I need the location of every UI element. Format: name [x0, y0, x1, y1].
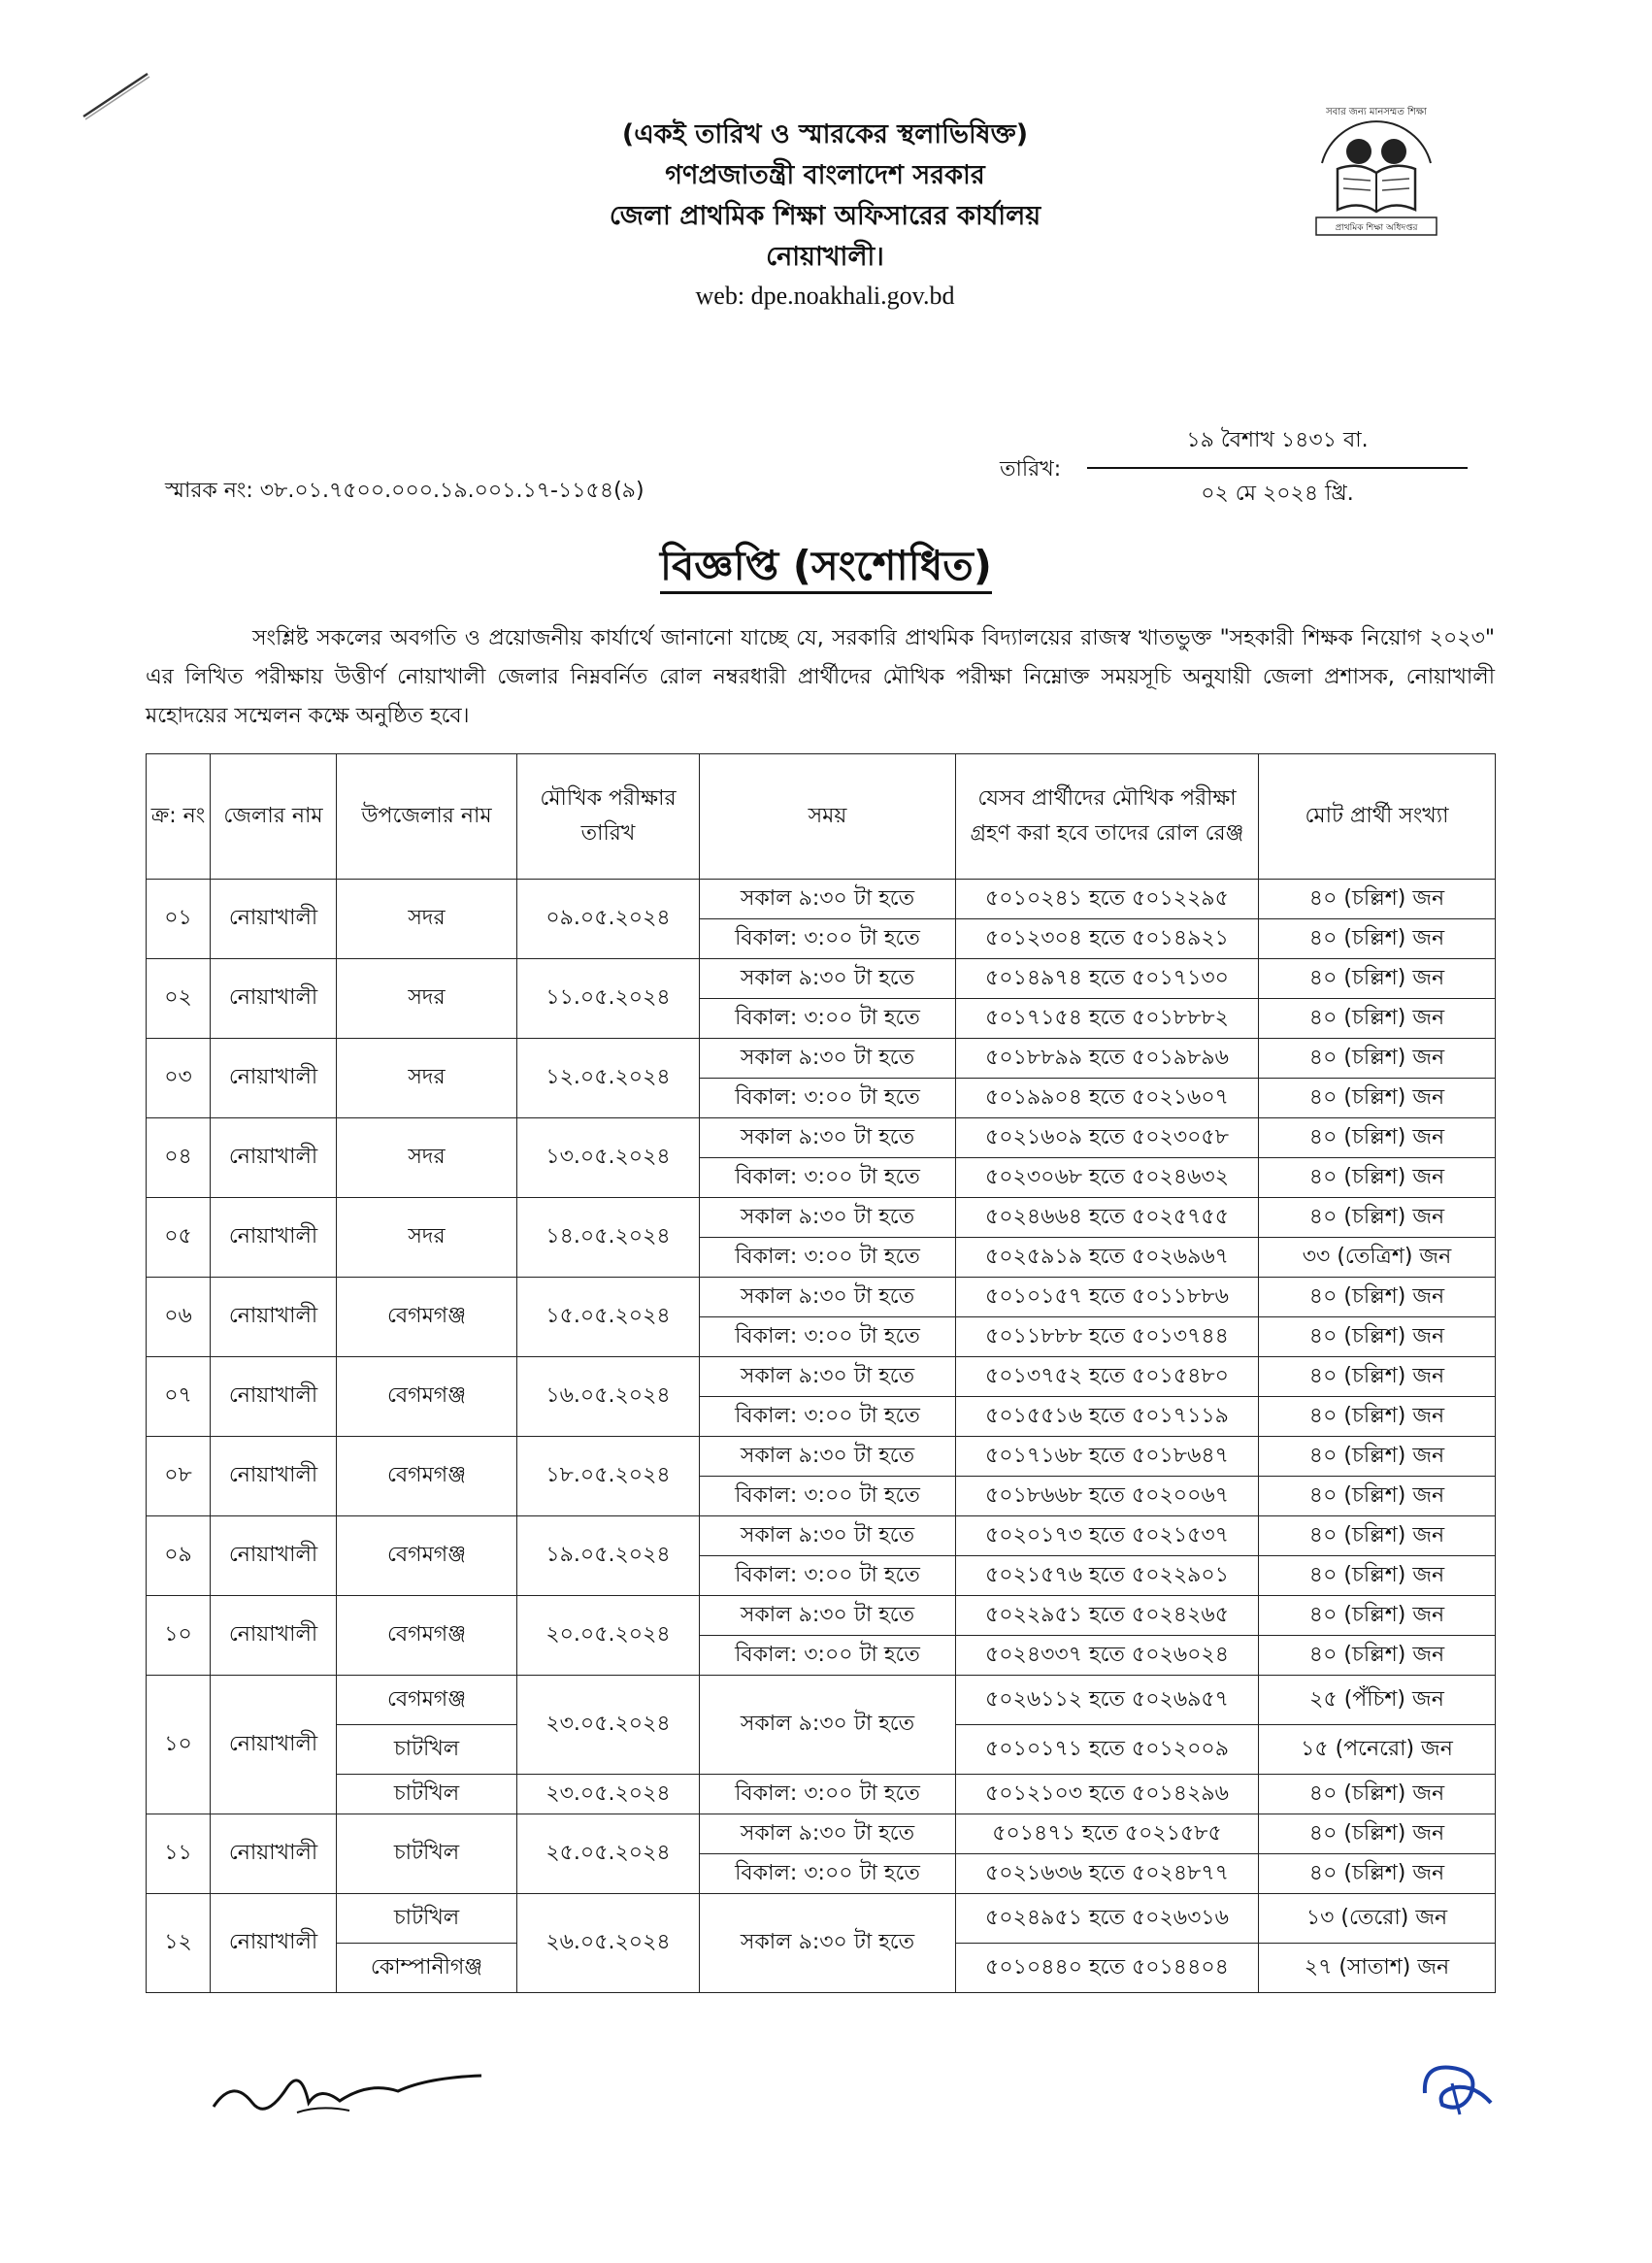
header-line-3: জেলা প্রাথমিক শিক্ষা অফিসারের কার্যালয়	[609, 201, 1041, 231]
time-cell: বিকাল: ৩:০০ টা হতে	[700, 1397, 956, 1437]
table-row	[147, 1596, 1496, 1636]
table-row	[147, 880, 1496, 919]
date-cell: ১৯.০৫.২০২৪	[517, 1516, 700, 1596]
roll-cell: ৫০১২৩০৪ হতে ৫০১৪৯২১	[956, 919, 1259, 959]
count-cell: ১৩ (তেরো) জন	[1259, 1894, 1496, 1944]
roll-cell: ৫০১৮৮৯৯ হতে ৫০১৯৮৯৬	[956, 1039, 1259, 1079]
office-header	[544, 115, 1107, 311]
roll-cell: ৫০১০১৭১ হতে ৫০১২০০৯	[956, 1725, 1259, 1775]
signature-right	[1413, 2054, 1501, 2122]
date-cell: ১৫.০৫.২০২৪	[517, 1278, 700, 1357]
district-cell: নোয়াখালী	[211, 959, 337, 1039]
roll-cell: ৫০১৯৯০৪ হতে ৫০২১৬০৭	[956, 1079, 1259, 1118]
count-cell: ৪০ (চল্লিশ) জন	[1259, 1118, 1496, 1158]
roll-cell: ৫০১০৪৪০ হতে ৫০১৪৪০৪	[956, 1944, 1259, 1993]
count-cell: ২৫ (পঁচিশ) জন	[1259, 1676, 1496, 1725]
upazila-cell: চাটখিল	[337, 1894, 517, 1944]
roll-cell: ৫০১৩৭৫২ হতে ৫০১৫৪৮০	[956, 1357, 1259, 1397]
time-cell: সকাল ৯:৩০ টা হতে	[700, 1437, 956, 1477]
date-cell: ১৩.০৫.২০২৪	[517, 1118, 700, 1198]
time-cell: বিকাল: ৩:০০ টা হতে	[700, 1238, 956, 1278]
count-cell: ৪০ (চল্লিশ) জন	[1259, 880, 1496, 919]
table-header-row	[147, 754, 1496, 880]
notice-body: সংশ্লিষ্ট সকলের অবগতি ও প্রয়োজনীয় কার্যার্থে জানানো যাচ্ছে যে, সরকারি প্রাথমিক বিদ্যালয়ের রাজস্ব খাতভুক্ত "সহকারী শিক্ষক নিয়োগ ২০২৩" এর লিখিত পরীক্ষায় উত্তীর্ণ নোয়াখালী জেলার নিম্নবর্নিত রোল নম্বরধারী প্রার্থীদের মৌখিক পরীক্ষা নিম্নোক্ত সময়সূচি অনুযায়ী জেলা প্রশাসক, নোয়াখালী মহোদয়ের সম্মেলন কক্ষে অনুষ্ঠিত হবে।	[146, 626, 1495, 728]
count-cell: ৪০ (চল্লিশ) জন	[1259, 1198, 1496, 1238]
upazila-cell: সদর	[337, 1198, 517, 1278]
header-roll-range: যেসব প্রার্থীদের মৌখিক পরীক্ষা গ্রহণ করা হবে তাদের রোল রেঞ্জ	[956, 754, 1259, 880]
table-row	[147, 1894, 1496, 1944]
count-cell: ৪০ (চল্লিশ) জন	[1259, 999, 1496, 1039]
district-cell: নোয়াখালী	[211, 1118, 337, 1198]
header-candidate-count: মোট প্রার্থী সংখ্যা	[1259, 754, 1496, 880]
count-cell: ৪০ (চল্লিশ) জন	[1259, 1437, 1496, 1477]
district-cell: নোয়াখালী	[211, 1198, 337, 1278]
roll-cell: ৫০১০১৫৭ হতে ৫০১১৮৮৬	[956, 1278, 1259, 1317]
roll-cell: ৫০২৪৩৩৭ হতে ৫০২৬০২৪	[956, 1636, 1259, 1676]
serial-cell: ০৫	[147, 1198, 211, 1278]
serial-cell: ১২	[147, 1894, 211, 1993]
table-row	[147, 1437, 1496, 1477]
count-cell: ৪০ (চল্লিশ) জন	[1259, 1477, 1496, 1516]
roll-cell: ৫০২১৬৩৬ হতে ৫০২৪৮৭৭	[956, 1854, 1259, 1894]
serial-cell: ০১	[147, 880, 211, 959]
date-cell: ২০.০৫.২০২৪	[517, 1596, 700, 1676]
upazila-cell: বেগমগঞ্জ	[337, 1516, 517, 1596]
table-row	[147, 1118, 1496, 1158]
date-cell: ২৫.০৫.২০২৪	[517, 1814, 700, 1894]
upazila-cell: বেগমগঞ্জ	[337, 1278, 517, 1357]
count-cell: ৪০ (চল্লিশ) জন	[1259, 1397, 1496, 1437]
table-row	[147, 1814, 1496, 1854]
upazila-cell: বেগমগঞ্জ	[337, 1357, 517, 1437]
upazila-cell: সদর	[337, 959, 517, 1039]
date-cell: ১২.০৫.২০২৪	[517, 1039, 700, 1118]
district-cell: নোয়াখালী	[211, 1516, 337, 1596]
count-cell: ৪০ (চল্লিশ) জন	[1259, 1079, 1496, 1118]
time-cell: সকাল ৯:৩০ টা হতে	[700, 1118, 956, 1158]
district-cell: নোয়াখালী	[211, 1357, 337, 1437]
count-cell: ৪০ (চল্লিশ) জন	[1259, 1357, 1496, 1397]
upazila-cell: বেগমগঞ্জ	[337, 1437, 517, 1516]
serial-cell: ০৯	[147, 1516, 211, 1596]
roll-cell: ৫০২১৫৭৬ হতে ৫০২২৯০১	[956, 1556, 1259, 1596]
roll-cell: ৫০১১৮৮৮ হতে ৫০১৩৭৪৪	[956, 1317, 1259, 1357]
time-cell: সকাল ৯:৩০ টা হতে	[700, 1357, 956, 1397]
date-cell: ২৬.০৫.২০২৪	[517, 1894, 700, 1993]
roll-cell: ৫০২২৯৫১ হতে ৫০২৪২৬৫	[956, 1596, 1259, 1636]
serial-cell: ১০	[147, 1676, 211, 1814]
roll-cell: ৫০১৪৯৭৪ হতে ৫০১৭১৩০	[956, 959, 1259, 999]
serial-cell: ১০	[147, 1596, 211, 1676]
time-cell: বিকাল: ৩:০০ টা হতে	[700, 1317, 956, 1357]
count-cell: ৪০ (চল্লিশ) জন	[1259, 1039, 1496, 1079]
count-cell: ১৫ (পনেরো) জন	[1259, 1725, 1496, 1775]
date-bangla: ১৯ বৈশাখ ১৪৩১ বা.	[1087, 423, 1468, 469]
roll-cell: ৫০২৬১১২ হতে ৫০২৬৯৫৭	[956, 1676, 1259, 1725]
roll-cell: ৫০১৭১৬৮ হতে ৫০১৮৬৪৭	[956, 1437, 1259, 1477]
time-cell: সকাল ৯:৩০ টা হতে	[700, 1039, 956, 1079]
date-cell: ১১.০৫.২০২৪	[517, 959, 700, 1039]
upazila-cell: চাটখিল	[337, 1814, 517, 1894]
district-cell: নোয়াখালী	[211, 1814, 337, 1894]
time-cell: বিকাল: ৩:০০ টা হতে	[700, 999, 956, 1039]
district-cell: নোয়াখালী	[211, 1676, 337, 1814]
time-cell: বিকাল: ৩:০০ টা হতে	[700, 1854, 956, 1894]
header-time: সময়	[700, 754, 956, 880]
count-cell: ৪০ (চল্লিশ) জন	[1259, 1158, 1496, 1198]
pen-stroke-mark	[78, 66, 155, 124]
date-label: তারিখ:	[1000, 457, 1062, 482]
header-upazila: উপজেলার নাম	[337, 754, 517, 880]
notice-title-wrap	[0, 534, 1652, 603]
time-cell: সকাল ৯:৩০ টা হতে	[700, 1894, 956, 1993]
date-cell: ১৪.০৫.২০২৪	[517, 1198, 700, 1278]
roll-cell: ৫০২৪৬৬৪ হতে ৫০২৫৭৫৫	[956, 1198, 1259, 1238]
roll-cell: ৫০২০১৭৩ হতে ৫০২১৫৩৭	[956, 1516, 1259, 1556]
roll-cell: ৫০১৫৫১৬ হতে ৫০১৭১১৯	[956, 1397, 1259, 1437]
count-cell: ৪০ (চল্লিশ) জন	[1259, 1278, 1496, 1317]
time-cell: সকাল ৯:৩০ টা হতে	[700, 1278, 956, 1317]
svg-text:সবার জন্য মানসম্মত শিক্ষা: সবার জন্য মানসম্মত শিক্ষা	[1326, 107, 1427, 117]
header-serial: ক্র: নং	[147, 754, 211, 880]
dpe-logo	[1308, 95, 1444, 241]
interview-schedule-table	[146, 753, 1496, 1993]
table-row	[147, 959, 1496, 999]
count-cell: ৪০ (চল্লিশ) জন	[1259, 959, 1496, 999]
district-cell: নোয়াখালী	[211, 1278, 337, 1357]
count-cell: ৩৩ (তেত্রিশ) জন	[1259, 1238, 1496, 1278]
count-cell: ৪০ (চল্লিশ) জন	[1259, 1854, 1496, 1894]
date-cell: ২৩.০৫.২০২৪	[517, 1775, 700, 1814]
count-cell: ৪০ (চল্লিশ) জন	[1259, 1516, 1496, 1556]
district-cell: নোয়াখালী	[211, 1894, 337, 1993]
header-line-2: গণপ্রজাতন্ত্রী বাংলাদেশ সরকার	[665, 160, 985, 190]
table-row	[147, 1676, 1496, 1725]
time-cell: বিকাল: ৩:০০ টা হতে	[700, 1158, 956, 1198]
count-cell: ৪০ (চল্লিশ) জন	[1259, 919, 1496, 959]
time-cell: সকাল ৯:৩০ টা হতে	[700, 1814, 956, 1854]
upazila-cell: চাটখিল	[337, 1775, 517, 1814]
roll-cell: ৫০১০২৪১ হতে ৫০১২২৯৫	[956, 880, 1259, 919]
time-cell: বিকাল: ৩:০০ টা হতে	[700, 1079, 956, 1118]
roll-cell: ৫০১৭১৫৪ হতে ৫০১৮৮৮২	[956, 999, 1259, 1039]
table-row	[147, 1775, 1496, 1814]
header-line-1: (একই তারিখ ও স্মারকের স্থলাভিষিক্ত)	[621, 119, 1029, 150]
table-row	[147, 1039, 1496, 1079]
upazila-cell: সদর	[337, 1039, 517, 1118]
district-cell: নোয়াখালী	[211, 1437, 337, 1516]
district-cell: নোয়াখালী	[211, 1039, 337, 1118]
roll-cell: ৫০২৫৯১৯ হতে ৫০২৬৯৬৭	[956, 1238, 1259, 1278]
serial-cell: ০২	[147, 959, 211, 1039]
serial-cell: ১১	[147, 1814, 211, 1894]
signature-left	[204, 2058, 495, 2136]
roll-cell: ৫০১৮৬৬৮ হতে ৫০২০০৬৭	[956, 1477, 1259, 1516]
header-line-4: নোয়াখালী।	[766, 242, 884, 272]
serial-cell: ০৭	[147, 1357, 211, 1437]
notice-title: বিজ্ঞপ্তি (সংশোধিত)	[660, 542, 992, 594]
roll-cell: ৫০২৩০৬৮ হতে ৫০২৪৬৩২	[956, 1158, 1259, 1198]
date-gregorian: ০২ মে ২০২৪ খ্রি.	[1201, 482, 1354, 506]
roll-cell: ৫০১২১০৩ হতে ৫০১৪২৯৬	[956, 1775, 1259, 1814]
time-cell: সকাল ৯:৩০ টা হতে	[700, 1676, 956, 1775]
count-cell: ৪০ (চল্লিশ) জন	[1259, 1775, 1496, 1814]
district-cell: নোয়াখালী	[211, 1596, 337, 1676]
count-cell: ২৭ (সাতাশ) জন	[1259, 1944, 1496, 1993]
time-cell: বিকাল: ৩:০০ টা হতে	[700, 1636, 956, 1676]
table-row	[147, 1357, 1496, 1397]
time-cell: বিকাল: ৩:০০ টা হতে	[700, 1775, 956, 1814]
table-row	[147, 1278, 1496, 1317]
time-cell: বিকাল: ৩:০০ টা হতে	[700, 919, 956, 959]
header-district: জেলার নাম	[211, 754, 337, 880]
time-cell: বিকাল: ৩:০০ টা হতে	[700, 1556, 956, 1596]
district-cell: নোয়াখালী	[211, 880, 337, 959]
serial-cell: ০৬	[147, 1278, 211, 1357]
serial-cell: ০৪	[147, 1118, 211, 1198]
date-cell: ১৬.০৫.২০২৪	[517, 1357, 700, 1437]
count-cell: ৪০ (চল্লিশ) জন	[1259, 1814, 1496, 1854]
schedule-body	[147, 880, 1496, 1993]
upazila-cell: বেগমগঞ্জ	[337, 1676, 517, 1725]
upazila-cell: কোম্পানীগঞ্জ	[337, 1944, 517, 1993]
time-cell: সকাল ৯:৩০ টা হতে	[700, 1198, 956, 1238]
date-cell: ১৮.০৫.২০২৪	[517, 1437, 700, 1516]
count-cell: ৪০ (চল্লিশ) জন	[1259, 1556, 1496, 1596]
date-block	[1087, 423, 1468, 513]
upazila-cell: চাটখিল	[337, 1725, 517, 1775]
website-url: web: dpe.noakhali.gov.bd	[695, 282, 955, 310]
time-cell: সকাল ৯:৩০ টা হতে	[700, 1516, 956, 1556]
roll-cell: ৫০১৪৭১ হতে ৫০২১৫৮৫	[956, 1814, 1259, 1854]
upazila-cell: সদর	[337, 1118, 517, 1198]
upazila-cell: সদর	[337, 880, 517, 959]
upazila-cell: বেগমগঞ্জ	[337, 1596, 517, 1676]
time-cell: সকাল ৯:৩০ টা হতে	[700, 1596, 956, 1636]
serial-cell: ০৩	[147, 1039, 211, 1118]
count-cell: ৪০ (চল্লিশ) জন	[1259, 1317, 1496, 1357]
roll-cell: ৫০২৪৯৫১ হতে ৫০২৬৩১৬	[956, 1894, 1259, 1944]
time-cell: সকাল ৯:৩০ টা হতে	[700, 959, 956, 999]
table-row	[147, 1198, 1496, 1238]
roll-cell: ৫০২১৬০৯ হতে ৫০২৩০৫৮	[956, 1118, 1259, 1158]
svg-text:প্রাথমিক শিক্ষা অধিদপ্তর: প্রাথমিক শিক্ষা অধিদপ্তর	[1335, 223, 1418, 233]
date-cell: ০৯.০৫.২০২৪	[517, 880, 700, 959]
date-cell: ২৩.০৫.২০২৪	[517, 1676, 700, 1775]
serial-cell: ০৮	[147, 1437, 211, 1516]
count-cell: ৪০ (চল্লিশ) জন	[1259, 1596, 1496, 1636]
memo-number: স্মারক নং: ৩৮.০১.৭৫০০.০০০.১৯.০০১.১৭-১১৫৪(৯)	[165, 479, 644, 503]
header-viva-date: মৌখিক পরীক্ষার তারিখ	[517, 754, 700, 880]
time-cell: বিকাল: ৩:০০ টা হতে	[700, 1477, 956, 1516]
count-cell: ৪০ (চল্লিশ) জন	[1259, 1636, 1496, 1676]
table-row	[147, 1516, 1496, 1556]
time-cell: সকাল ৯:৩০ টা হতে	[700, 880, 956, 919]
